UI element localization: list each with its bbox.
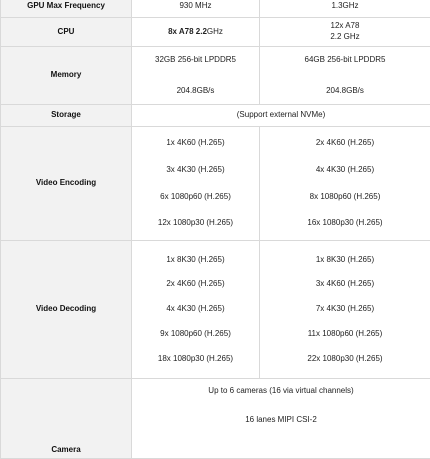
cell-line: 12x 1080p30 (H.265)	[132, 218, 259, 229]
cell-line: 2.2 GHz	[260, 32, 430, 43]
table-row	[1, 241, 430, 379]
cell-line: 16 lanes MIPI CSI-2	[132, 415, 430, 426]
cpu-unit-text: GHz	[207, 27, 223, 36]
row-label: Video Decoding	[1, 241, 132, 379]
cpu-bold-text: 8x A78 2.2	[168, 27, 207, 36]
cell-line: 204.8GB/s	[260, 86, 430, 97]
table-cell: (Support external NVMe)	[132, 105, 430, 127]
cell-line: 1x 4K60 (H.265)	[132, 138, 259, 149]
table-cell: 930 MHz	[132, 0, 260, 18]
cell-line: 22x 1080p30 (H.265)	[260, 354, 430, 365]
cell-line: 12x A78	[260, 21, 430, 32]
row-label: Storage	[1, 105, 132, 127]
table-row	[1, 127, 430, 241]
table-row	[1, 105, 430, 127]
cell-line: 9x 1080p60 (H.265)	[132, 329, 259, 340]
cell-line: 3x 4K30 (H.265)	[132, 165, 259, 176]
row-label: Video Encoding	[1, 127, 132, 241]
table-row	[1, 379, 430, 459]
row-label: Memory	[1, 47, 132, 105]
cell-line: 204.8GB/s	[132, 86, 259, 97]
table-cell	[260, 47, 430, 105]
cell-line: 4x 4K30 (H.265)	[260, 165, 430, 176]
table-cell: 1.3GHz	[260, 0, 430, 18]
cell-line: 2x 4K60 (H.265)	[260, 138, 430, 149]
cell-line: 1x 8K30 (H.265)	[260, 255, 430, 266]
cell-line: 4x 4K30 (H.265)	[132, 304, 259, 315]
row-label: GPU Max Frequency	[1, 0, 132, 18]
cell-line: Up to 6 cameras (16 via virtual channels)	[132, 386, 430, 397]
cell-line: 16x 1080p30 (H.265)	[260, 218, 430, 229]
table-cell	[132, 379, 430, 459]
table-row	[1, 47, 430, 105]
table-cell	[132, 127, 260, 241]
cell-line: 7x 4K30 (H.265)	[260, 304, 430, 315]
table-cell	[260, 127, 430, 241]
cell-line: 1x 8K30 (H.265)	[132, 255, 259, 266]
cell-line: 64GB 256-bit LPDDR5	[260, 55, 430, 66]
table-cell	[132, 47, 260, 105]
cell-line: 6x 1080p60 (H.265)	[132, 192, 259, 203]
cell-line: 11x 1080p60 (H.265)	[260, 329, 430, 340]
table-cell	[132, 18, 260, 47]
cell-line: 8x 1080p60 (H.265)	[260, 192, 430, 203]
table-cell	[260, 18, 430, 47]
table-row	[1, 18, 430, 47]
table-row	[1, 0, 430, 18]
cell-line: 2x 4K60 (H.265)	[132, 279, 259, 290]
cell-line: 3x 4K60 (H.265)	[260, 279, 430, 290]
table-cell	[132, 241, 260, 379]
table-cell	[260, 241, 430, 379]
cell-line: 32GB 256-bit LPDDR5	[132, 55, 259, 66]
row-label: CPU	[1, 18, 132, 47]
cell-line: 18x 1080p30 (H.265)	[132, 354, 259, 365]
row-label: Camera	[1, 379, 132, 459]
